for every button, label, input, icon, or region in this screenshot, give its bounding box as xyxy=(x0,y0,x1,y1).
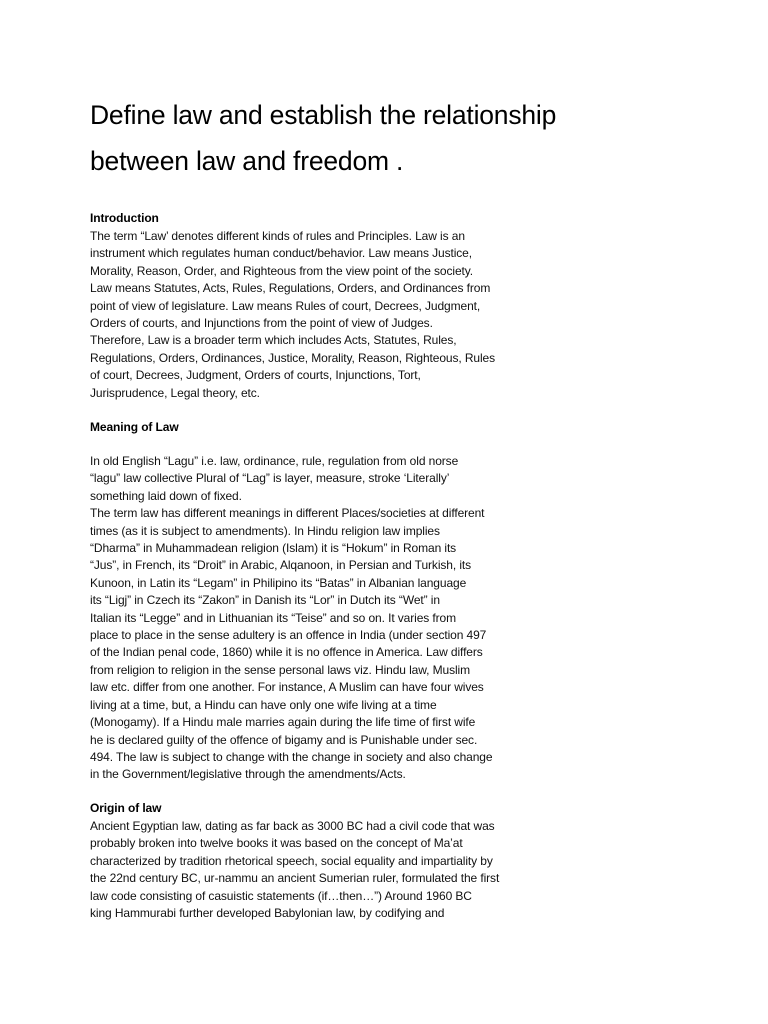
text-line: law etc. differ from one another. For instance, A Muslim can have four wives xyxy=(90,680,484,695)
text-line: in the Government/legislative through the amendments/Acts. xyxy=(90,767,406,782)
text-line: In old English “Lagu” i.e. law, ordinance, rule, regulation from old norse xyxy=(90,454,459,468)
title-line: Define law and establish the relationship xyxy=(90,100,557,130)
text-line: living at a time, but, a Hindu can have only one wife living at a time xyxy=(90,697,437,712)
text-line: Morality, Reason, Order, and Righteous from the view point of the society. xyxy=(90,263,474,278)
text-line: the 22nd century BC, ur-nammu an ancient Sumerian ruler, formulated the first xyxy=(90,871,500,886)
introduction-paragraph xyxy=(90,228,495,402)
text-line: he is declared guilty of the offence of bigamy and is Punishable under sec. xyxy=(90,732,478,747)
text-line: The term law has different meanings in different Places/societies at different xyxy=(90,506,485,521)
text-line: king Hammurabi further developed Babylonian law, by codifying and xyxy=(90,906,445,921)
text-line: Orders of courts, and Injunctions from the point of view of Judges. xyxy=(90,316,433,331)
text-line: of court, Decrees, Judgment, Orders of courts, Injunctions, Tort, xyxy=(90,368,421,383)
text-line: Kunoon, in Latin its “Legam” in Philipino its “Batas” in Albanian language xyxy=(90,575,467,590)
meaning-of-law-paragraph xyxy=(90,453,492,784)
text-line: characterized by tradition rhetorical speech, social equality and impartiality by xyxy=(90,853,493,868)
text-line: 494. The law is subject to change with the change in society and also change xyxy=(90,749,493,764)
text-line: (Monogamy). If a Hindu male marries again during the life time of first wife xyxy=(90,715,476,730)
text-line: from religion to religion in the sense personal laws viz. Hindu law, Muslim xyxy=(90,662,471,677)
text-line: The term “Law’ denotes different kinds of rules and Principles. Law is an xyxy=(90,229,465,243)
section-heading-introduction: Introduction xyxy=(90,211,159,225)
section-heading-meaning-of-law: Meaning of Law xyxy=(90,420,179,434)
text-line: “Dharma” in Muhammadean religion (Islam) it is “Hokum” in Roman its xyxy=(90,541,457,556)
text-line: probably broken into twelve books it was based on the concept of Ma’at xyxy=(90,836,463,851)
text-line: place to place in the sense adultery is an offence in India (under section 497 xyxy=(90,628,487,643)
text-line: “lagu” law collective Plural of “Lag” is layer, measure, stroke ‘Literally’ xyxy=(90,471,450,486)
text-line: its “Ligj” in Czech its “Zakon” in Danish its “Lor” in Dutch its “Wet” in xyxy=(90,593,440,608)
text-line: something laid down of fixed. xyxy=(90,488,242,503)
text-line: Law means Statutes, Acts, Rules, Regulations, Orders, and Ordinances from xyxy=(90,281,491,296)
title-line: between law and freedom . xyxy=(90,146,404,176)
document-title xyxy=(90,92,650,184)
text-line: Italian its “Legge” and in Lithuanian its “Teise” and so on. It varies from xyxy=(90,610,457,625)
text-line: of the Indian penal code, 1860) while it is no offence in America. Law differs xyxy=(90,645,483,660)
text-line: Therefore, Law is a broader term which includes Acts, Statutes, Rules, xyxy=(90,333,457,348)
text-line: Jurisprudence, Legal theory, etc. xyxy=(90,385,260,400)
text-line: instrument which regulates human conduct/behavior. Law means Justice, xyxy=(90,246,472,261)
text-line: Ancient Egyptian law, dating as far back as 3000 BC had a civil code that was xyxy=(90,819,495,833)
text-line: Regulations, Orders, Ordinances, Justice, Morality, Reason, Righteous, Rules xyxy=(90,350,496,365)
text-line: point of view of legislature. Law means Rules of court, Decrees, Judgment, xyxy=(90,298,481,313)
origin-of-law-paragraph xyxy=(90,818,499,922)
text-line: times (as it is subject to amendments). In Hindu religion law implies xyxy=(90,523,440,538)
text-line: “Jus”, in French, its “Droit” in Arabic, Alqanoon, in Persian and Turkish, its xyxy=(90,558,472,573)
section-heading-origin-of-law: Origin of law xyxy=(90,801,162,815)
text-line: law code consisting of casuistic statements (if…then…”) Around 1960 BC xyxy=(90,888,472,903)
